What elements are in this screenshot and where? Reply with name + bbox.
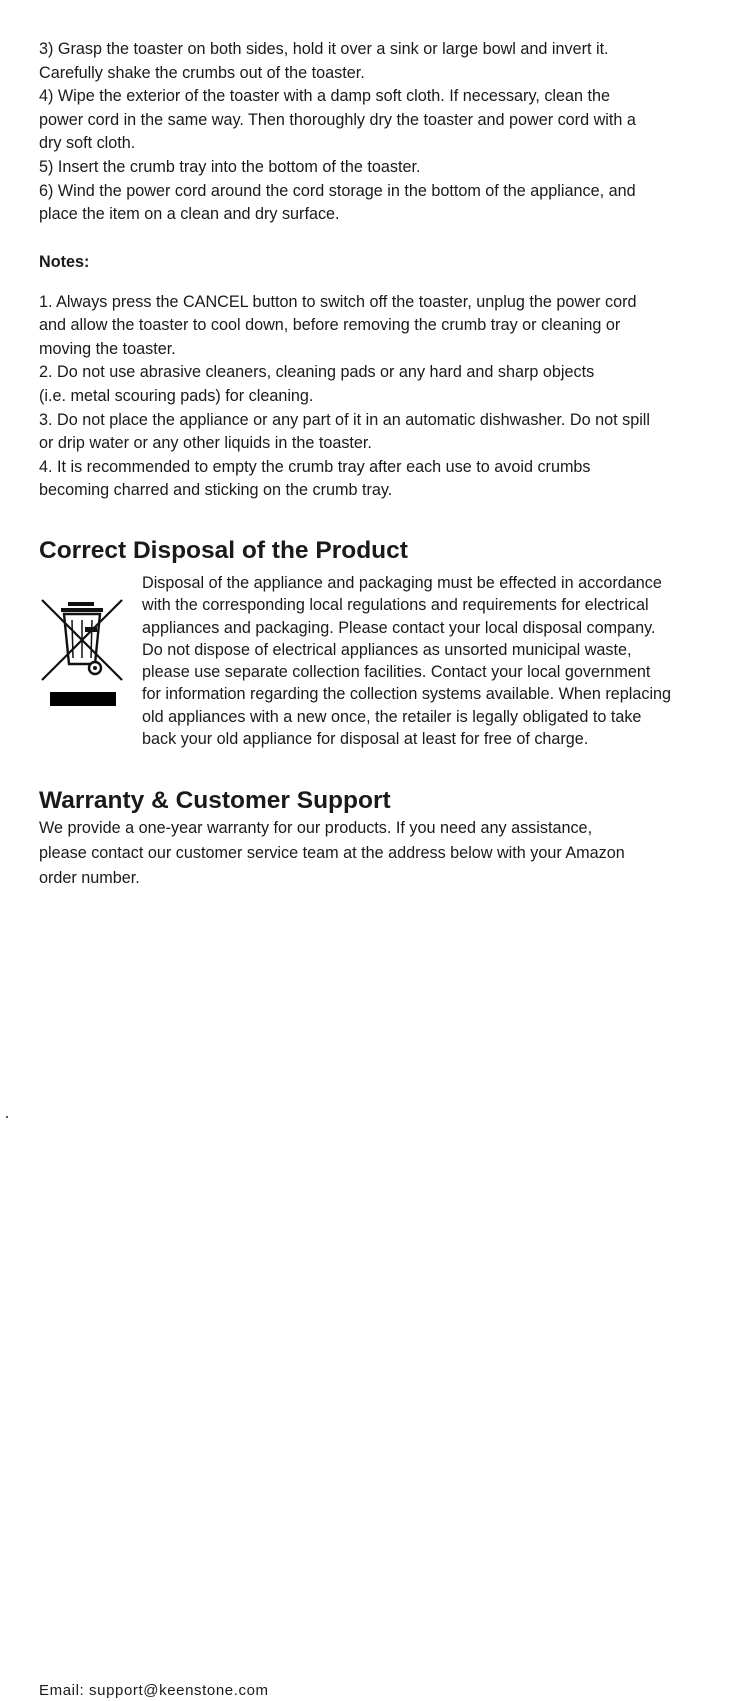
disposal-text (142, 572, 671, 750)
disposal-line: with the corresponding local regulations and requirements for electrical (142, 596, 649, 615)
warranty-line: please contact our customer service team at the address below with your Amazon (39, 844, 625, 862)
instruction-line: power cord in the same way. Then thoroughly dry the toaster and power cord with a (39, 110, 636, 129)
disposal-line: please use separate collection facilities. Contact your local government (142, 663, 651, 682)
warranty-section (39, 786, 719, 1699)
note-line: 1. Always press the CANCEL button to switch off the toaster, unplug the power cord (39, 292, 637, 311)
disposal-line: Disposal of the appliance and packaging must be effected in accordance (142, 574, 662, 592)
disposal-line: appliances and packaging. Please contact your local disposal company. (142, 618, 656, 637)
instruction-line: 6) Wind the power cord around the cord storage in the bottom of the appliance, and (39, 181, 636, 200)
disposal-section (39, 536, 719, 750)
disposal-body (39, 572, 719, 750)
instruction-line: dry soft cloth. (39, 134, 136, 153)
instruction-line: 5) Insert the crumb tray into the bottom of the toaster. (39, 157, 421, 176)
note-line: 3. Do not place the appliance or any part of it in an automatic dishwasher. Do not spill (39, 410, 650, 429)
disposal-line: Do not dispose of electrical appliances as unsorted municipal waste, (142, 640, 632, 659)
disposal-line: old appliances with a new once, the retailer is legally obligated to take (142, 707, 642, 726)
notes-heading: Notes: (39, 252, 90, 271)
instruction-line: Carefully shake the crumbs out of the toaster. (39, 63, 365, 82)
note-line: becoming charred and sticking on the crumb tray. (39, 481, 393, 500)
weee-black-bar (50, 692, 116, 706)
note-line: and allow the toaster to cool down, before removing the crumb tray or cleaning or (39, 316, 621, 335)
manual-page (39, 38, 719, 1699)
note-line: 4. It is recommended to empty the crumb tray after each use to avoid crumbs (39, 457, 591, 476)
warranty-title: Warranty & Customer Support (39, 787, 391, 814)
disposal-line: for information regarding the collection systems available. When replacing (142, 685, 672, 704)
note-line: moving the toaster. (39, 339, 176, 358)
disposal-title: Correct Disposal of the Product (39, 537, 408, 564)
instruction-line: 4) Wipe the exterior of the toaster with a damp soft cloth. If necessary, clean the (39, 87, 611, 106)
warranty-line: We provide a one-year warranty for our products. If you need any assistance, (39, 819, 593, 837)
warranty-line: order number. (39, 869, 140, 887)
weee-crossed-out-bin-icon (39, 596, 125, 686)
page-corner-mark (6, 1116, 8, 1118)
instructions-block (39, 38, 719, 227)
disposal-line: back your old appliance for disposal at least for free of charge. (142, 730, 589, 749)
support-email: Email: support@keenstone.com (39, 1682, 269, 1699)
instruction-line: 3) Grasp the toaster on both sides, hold it over a sink or large bowl and invert it. (39, 40, 609, 58)
note-line: or drip water or any other liquids in the toaster. (39, 434, 372, 453)
note-line: (i.e. metal scouring pads) for cleaning. (39, 386, 314, 405)
instruction-line: place the item on a clean and dry surface. (39, 205, 340, 224)
notes-block (39, 251, 719, 503)
note-line: 2. Do not use abrasive cleaners, cleaning pads or any hard and sharp objects (39, 363, 595, 382)
